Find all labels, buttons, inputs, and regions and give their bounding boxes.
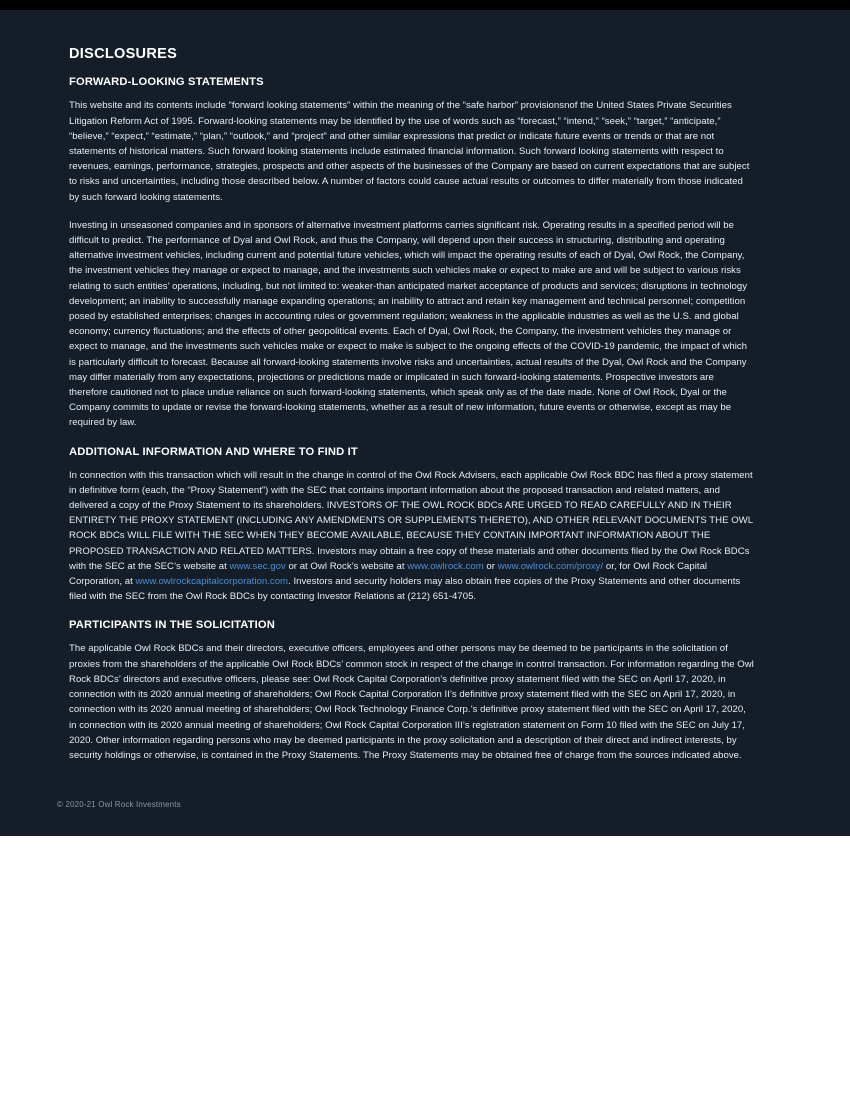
- disclosures-content: [0, 10, 850, 763]
- paragraph-forward-looking-1: This website and its contents include “forward looking statements” within the meaning of the “safe harbor” provisionsnof the United States Private Securities Litigation Reform Act of 1995. Forward-looking statements may be identified by the use of words such as “forecast,” “intend,” “seek,” “target,” “anticipate,” “believe,” “expect,” “estimate,” “plan,” “outlook,” and “project” and other similar expressions that predict or indicate future events or trends or that are not statements of historical matters. Such forward looking statements include estimated financial information. Such forward looking statements with respect to revenues, earnings, performance, strategies, prospects and other aspects of the businesses of the Company are based on current expectations that are subject to risks and uncertainties, including those described below. A number of factors could cause actual results or outcomes to differ materially from those indicated by such forward looking statements.: [69, 100, 750, 203]
- paragraph-participants: The applicable Owl Rock BDCs and their directors, executive officers, employees and other persons may be deemed to be participants in the solicitation of proxies from the shareholders of the applicable Owl Rock BDCs’ common stock in respect of the change in control transaction. For information regarding the Owl Rock BDCs’ directors and executive officers, please see: Owl Rock Capital Corporation’s definitive proxy statement filed with the SEC on April 17, 2020, in connection with its 2020 annual meeting of shareholders; Owl Rock Capital Corporation II’s definitive proxy statement filed with the SEC on April 17, 2020, in connection with its 2020 annual meeting of shareholders; Owl Rock Technology Finance Corp.’s definitive proxy statement filed with the SEC on April 17, 2020, in connection with its 2020 annual meeting of shareholders; Owl Rock Capital Corporation III’s registration statement on Form 10 filed with the SEC on July 17, 2020. Other information regarding persons who may be deemed participants in the proxy solicitation and a description of their direct and indirect interests, by security holdings or otherwise, is contained in the Proxy Statements. The Proxy Statements may be obtained free of charge from the sources indicated above.: [69, 643, 754, 761]
- disclosures-dark-section: [0, 10, 850, 836]
- link-owlrock-proxy[interactable]: www.owlrock.com/proxy/: [497, 560, 604, 572]
- section-heading-forward-looking: FORWARD-LOOKING STATEMENTS: [69, 76, 264, 89]
- section-heading-additional-information: ADDITIONAL INFORMATION AND WHERE TO FIND IT: [69, 445, 358, 458]
- top-black-bar: [0, 0, 850, 10]
- footer-copyright: © 2020-21 Owl Rock Investments: [57, 800, 181, 810]
- link-owlrock-com[interactable]: www.owlrock.com: [407, 560, 484, 572]
- section-forward-looking: [69, 75, 755, 430]
- additional-info-text-part1: In connection with this transaction which will result in the change in control of the Owl Rock Advisers, each applicable Owl Rock BDC has filed a proxy statement in definitive form (each, the “Proxy Statement”) with the SEC that contains important information about the proposed transaction and related matters, and delivered a copy of the Proxy Statement to its shareholders. INVESTORS OF THE OWL ROCK BDCs ARE URGED TO READ CAREFULLY AND IN THEIR ENTIRETY THE PROXY STATEMENT (INCLUDING ANY AMENDMENTS OR SUPPLEMENTS THERETO), AND OTHER RELEVANT DOCUMENTS THE OWL ROCK BDCs WILL FILE WITH THE SEC WHEN THEY BECOME AVAILABLE, BECAUSE THEY CONTAIN IMPORTANT INFORMATION ABOUT THE PROPOSED TRANSACTION AND RELATED MATTERS. Investors may obtain a free copy of these materials and other documents filed by the Owl Rock BDCs with the SEC at the SEC’s website at: [69, 469, 753, 572]
- footer: [0, 777, 850, 836]
- paragraph-additional-information: [69, 468, 755, 605]
- paragraph-forward-looking-2: Investing in unseasoned companies and in sponsors of alternative investment platforms carries significant risk. Operating results in a specified period will be difficult to predict. The performance of Dyal and Owl Rock, and thus the Company, will depend upon their success in structuring, distributing and operating alternative investment vehicles, including current and potential future vehicles, which will impact the operating results of each of Dyal, Owl Rock, the Company, the investment vehicles they manage or expect to manage, and the investments such vehicles make or expect to make are and will be subject to various risks relating to such entities’ operations, including, but not limited to: weaker-than anticipated market acceptance of products and services; disruptions in technology development; an inability to successfully manage expanding operations; an inability to attract and retain key management and technical personnel; competition posed by established enterprises; changes in accounting rules or government regulation; weakness in the applicable industries as well as the U.S. and global economy; currency fluctuations; and the effects of other geopolitical events. Each of Dyal, Owl Rock, the Company, the investment vehicles they manage or expect to manage, and the investments such vehicles make or expect to make is subject to the ongoing effects of the COVID-19 pandemic, the impact of which is particularly difficult to forecast. Because all forward-looking statements involve risks and uncertainties, actual results of the Dyal, Owl Rock and the Company may differ materially from any expectations, projections or predictions made or implicated in such forward-looking statements. Prospective investors are therefore cautioned not to place undue reliance on such forward-looking statements, which speak only as of the date made. None of Owl Rock, Dyal or the Company commits to update or revise the forward-looking statements, whether as a result of new information, future events or otherwise, except as may be required by law.: [69, 219, 748, 429]
- additional-info-text-part5: . Investors and security holders may also obtain free copies of the Proxy Statements and other documents filed with the SEC from the Owl Rock BDCs by contacting Investor Relations at (212) 651-4705.: [69, 576, 741, 603]
- additional-info-text-part4: or, for Owl Rock Capital Corporation, at: [69, 560, 708, 588]
- page-title: DISCLOSURES: [69, 46, 178, 62]
- white-page-area: [0, 836, 850, 1100]
- link-owlrockcapitalcorporation-com[interactable]: www.owlrockcapitalcorporation.com: [135, 576, 289, 588]
- link-sec-gov[interactable]: www.sec.gov: [229, 560, 286, 572]
- section-participants: [69, 618, 755, 763]
- additional-info-text-part2: or at Owl Rock’s website at: [285, 560, 408, 572]
- section-additional-information: [69, 445, 755, 605]
- section-heading-participants: PARTICIPANTS IN THE SOLICITATION: [69, 619, 275, 632]
- additional-info-text-part3: or: [483, 560, 498, 572]
